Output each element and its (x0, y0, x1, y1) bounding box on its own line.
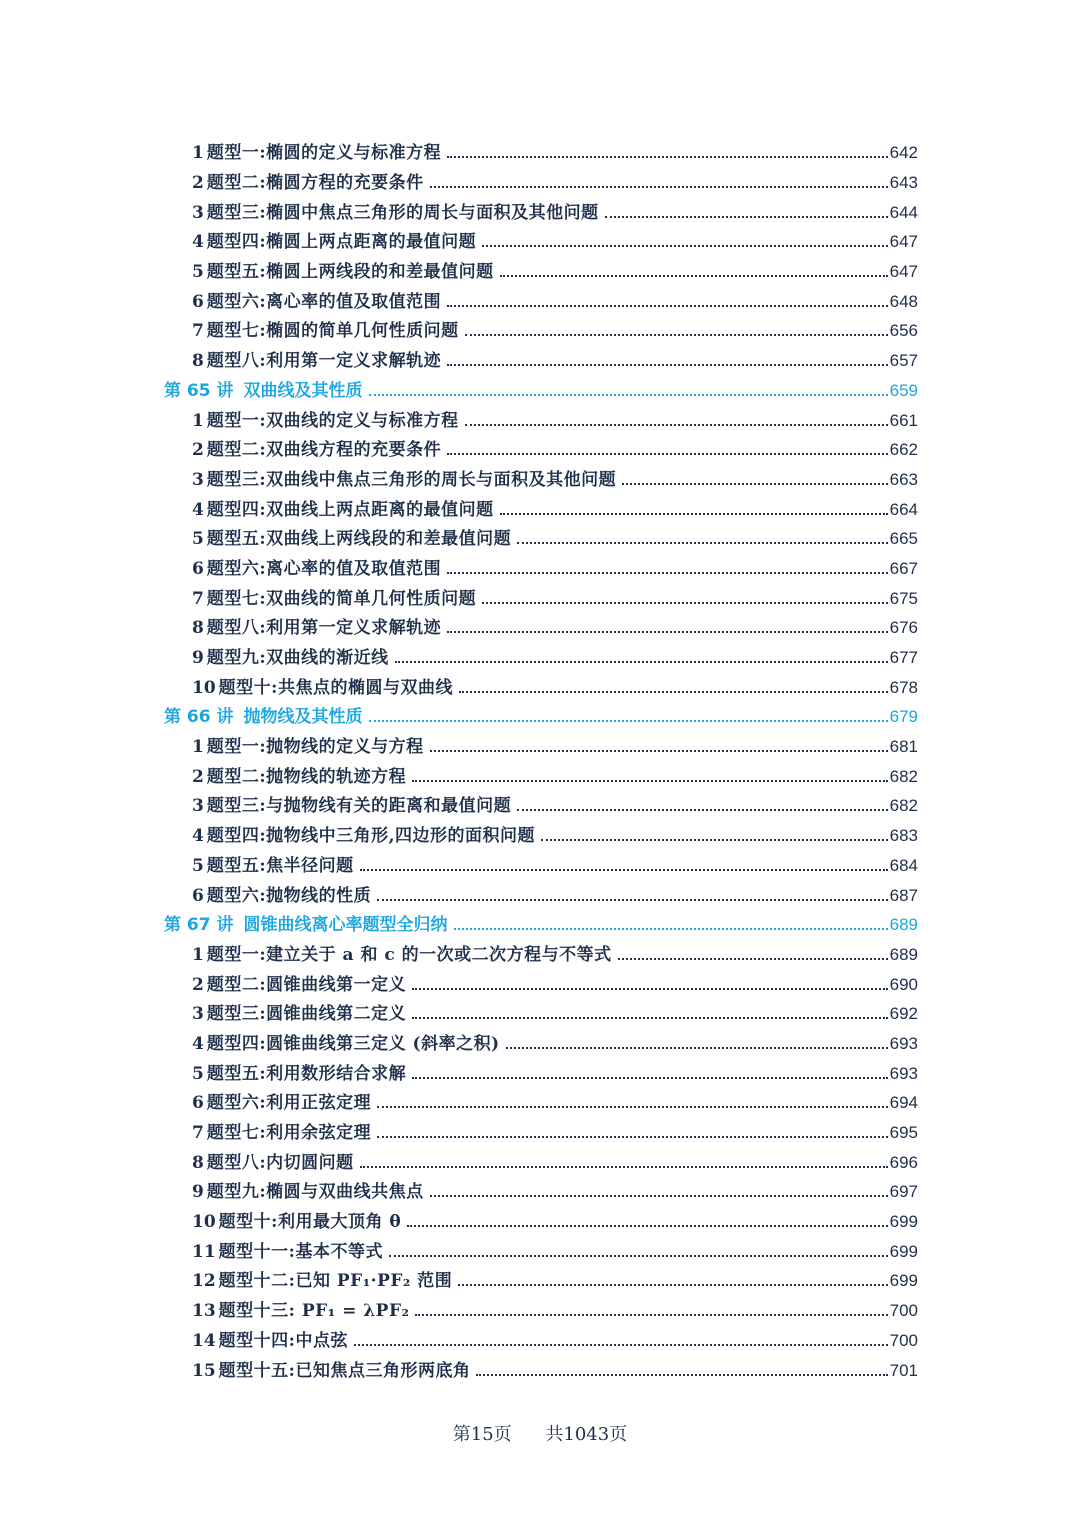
toc-entry (192, 881, 918, 906)
toc-entry-number: 7 (192, 588, 204, 609)
toc-entry (192, 1029, 918, 1054)
toc-entry-page-number: 683 (889, 826, 918, 846)
toc-entry (192, 1207, 918, 1232)
dot-leader (377, 899, 888, 901)
toc-entry (192, 1237, 918, 1262)
dot-leader (454, 928, 888, 930)
table-of-contents (0, 136, 1080, 1383)
toc-entry-title: 题型十四:中点弦 (218, 1330, 348, 1351)
dot-leader (618, 958, 888, 960)
toc-item-row[interactable] (0, 1264, 1080, 1294)
toc-item-row[interactable] (0, 1027, 1080, 1057)
dot-leader (369, 720, 888, 722)
toc-entry (192, 1266, 918, 1291)
toc-entry (164, 910, 918, 935)
toc-entry (192, 791, 918, 816)
dot-leader (500, 275, 888, 277)
total-pages-label: 共1043页 (545, 1424, 628, 1445)
dot-leader (517, 809, 888, 811)
toc-entry-page-number: 675 (889, 588, 918, 608)
toc-entry-page-number: 690 (889, 974, 918, 994)
toc-entry-title: 题型十五:已知焦点三角形两底角 (218, 1360, 471, 1381)
toc-entry (192, 643, 918, 668)
toc-entry-title: 题型三:双曲线中焦点三角形的周长与面积及其他问题 (206, 469, 617, 490)
dot-leader (430, 186, 888, 188)
dot-leader (500, 513, 888, 515)
dot-leader (465, 424, 888, 426)
toc-entry (192, 287, 918, 312)
toc-entry-page-number: 662 (889, 440, 918, 460)
toc-entry-page-number: 667 (889, 558, 918, 578)
toc-entry-title: 题型一:建立关于 a 和 c 的一次或二次方程与不等式 (206, 944, 612, 965)
toc-entry (192, 257, 918, 282)
dot-leader (447, 305, 888, 307)
toc-entry (192, 1177, 918, 1202)
toc-entry-page-number: 695 (889, 1123, 918, 1143)
toc-entry (192, 465, 918, 490)
toc-entry-number: 1 (192, 944, 204, 965)
toc-entry (192, 673, 918, 698)
toc-item-row[interactable] (0, 759, 1080, 789)
toc-entry-number: 1 (192, 737, 204, 758)
dot-leader (354, 1344, 888, 1346)
toc-entry-number: 5 (192, 855, 204, 876)
toc-item-row[interactable] (0, 1145, 1080, 1175)
toc-item-row[interactable] (0, 730, 1080, 760)
toc-entry (192, 851, 918, 876)
toc-entry-page-number: 664 (889, 499, 918, 519)
current-page-label: 第15页 (452, 1424, 512, 1445)
toc-entry-title: 题型三:椭圆中焦点三角形的周长与面积及其他问题 (206, 202, 599, 223)
toc-entry-page-number: 643 (889, 173, 918, 193)
toc-entry (192, 1326, 918, 1351)
toc-entry-number: 4 (192, 1033, 204, 1054)
toc-entry-page-number: 657 (889, 351, 918, 371)
toc-entry-page-number: 699 (889, 1212, 918, 1232)
toc-entry-number: 5 (192, 262, 204, 283)
toc-entry-page-number: 700 (889, 1330, 918, 1350)
toc-item-row[interactable] (0, 611, 1080, 641)
dot-leader (605, 216, 888, 218)
toc-entry-page-number: 647 (889, 232, 918, 252)
toc-entry (192, 1356, 918, 1381)
toc-entry-title: 题型三:圆锥曲线第二定义 (206, 1004, 407, 1025)
toc-item-row[interactable] (0, 1175, 1080, 1205)
toc-item-row[interactable] (0, 1086, 1080, 1116)
toc-entry-title: 题型一:双曲线的定义与标准方程 (206, 410, 459, 431)
toc-entry-title: 题型二:抛物线的轨迹方程 (206, 766, 407, 787)
toc-item-row[interactable] (0, 314, 1080, 344)
toc-entry-number: 9 (192, 648, 204, 669)
dot-leader (459, 691, 888, 693)
dot-leader (369, 394, 888, 396)
toc-entry (192, 1088, 918, 1113)
toc-item-row[interactable] (0, 255, 1080, 285)
toc-entry-page-number: 678 (889, 677, 918, 697)
toc-entry-title: 题型六:抛物线的性质 (206, 885, 372, 906)
dot-leader (447, 364, 888, 366)
toc-entry-page-number: 692 (889, 1004, 918, 1024)
toc-entry-number: 8 (192, 618, 204, 639)
toc-item-row[interactable] (0, 195, 1080, 225)
toc-item-row[interactable] (0, 522, 1080, 552)
toc-entry-title: 题型三:与抛物线有关的距离和最值问题 (206, 796, 512, 817)
toc-entry-number: 1 (192, 410, 204, 431)
toc-entry-title: 题型七:双曲线的简单几何性质问题 (206, 588, 477, 609)
toc-entry-page-number: 693 (889, 1033, 918, 1053)
dot-leader (395, 661, 888, 663)
dot-leader (517, 542, 888, 544)
dot-leader (360, 869, 888, 871)
dot-leader (389, 1255, 888, 1257)
toc-entry-number: 9 (192, 1182, 204, 1203)
toc-entry-title: 题型二:圆锥曲线第一定义 (206, 974, 407, 995)
toc-chapter-row[interactable] (0, 908, 1080, 938)
toc-entry-title: 题型一:抛物线的定义与方程 (206, 737, 424, 758)
toc-entry-title: 题型七:椭圆的简单几何性质问题 (206, 321, 459, 342)
toc-entry-page-number: 661 (889, 410, 918, 430)
toc-entry-title: 题型十三: PF₁ = λPF₂ (218, 1301, 410, 1322)
toc-entry-number: 6 (192, 885, 204, 906)
dot-leader (377, 1136, 888, 1138)
dot-leader (465, 334, 888, 336)
toc-entry (192, 138, 918, 163)
toc-entry-number: 11 (192, 1241, 216, 1262)
toc-item-row[interactable] (0, 789, 1080, 819)
toc-entry-title: 题型八:内切圆问题 (206, 1152, 354, 1173)
toc-entry (192, 406, 918, 431)
dot-leader (506, 1047, 888, 1049)
toc-entry-page-number: 701 (889, 1360, 918, 1380)
toc-item-row[interactable] (0, 225, 1080, 255)
dot-leader (458, 1284, 887, 1286)
toc-entry-page-number: 693 (889, 1063, 918, 1083)
toc-entry-page-number: 694 (889, 1093, 918, 1113)
toc-entry-title: 题型十:共焦点的椭圆与双曲线 (218, 677, 453, 698)
toc-entry-title: 圆锥曲线离心率题型全归纳 (243, 915, 448, 936)
toc-item-row[interactable] (0, 967, 1080, 997)
toc-entry-page-number: 687 (889, 885, 918, 905)
toc-entry (192, 1148, 918, 1173)
toc-item-row[interactable] (0, 1353, 1080, 1383)
toc-entry-page-number: 696 (889, 1152, 918, 1172)
toc-entry (192, 346, 918, 371)
toc-entry (192, 168, 918, 193)
page-footer (0, 1420, 1080, 1446)
toc-entry-number: 8 (192, 351, 204, 372)
dot-leader (482, 245, 888, 247)
toc-entry (192, 613, 918, 638)
toc-entry-page-number: 642 (889, 143, 918, 163)
toc-entry-number: 15 (192, 1360, 216, 1381)
toc-entry-title: 题型十二:已知 PF₁·PF₂ 范围 (218, 1271, 453, 1292)
toc-item-row[interactable] (0, 1294, 1080, 1324)
dot-leader (447, 572, 888, 574)
toc-entry-number: 8 (192, 1152, 204, 1173)
toc-entry (192, 970, 918, 995)
toc-entry (192, 732, 918, 757)
dot-leader (412, 1017, 888, 1019)
toc-item-row[interactable] (0, 641, 1080, 671)
toc-entry (192, 495, 918, 520)
dot-leader (447, 156, 888, 158)
toc-entry-page-number: 659 (889, 380, 918, 400)
toc-entry (192, 524, 918, 549)
toc-entry-number: 13 (192, 1301, 216, 1322)
toc-entry-number: 2 (192, 440, 204, 461)
dot-leader (360, 1166, 888, 1168)
toc-entry-number: 10 (192, 677, 216, 698)
toc-entry-title: 抛物线及其性质 (243, 707, 363, 728)
toc-item-row[interactable] (0, 1205, 1080, 1235)
toc-entry-title: 题型二:双曲线方程的充要条件 (206, 440, 442, 461)
toc-item-row[interactable] (0, 670, 1080, 700)
toc-entry-number: 14 (192, 1330, 216, 1351)
toc-item-row[interactable] (0, 552, 1080, 582)
toc-entry-page-number: 689 (889, 944, 918, 964)
toc-entry-title: 题型五:双曲线上两线段的和差最值问题 (206, 529, 512, 550)
toc-entry-page-number: 681 (889, 737, 918, 757)
toc-entry-title: 题型五:利用数形结合求解 (206, 1063, 407, 1084)
toc-entry-number: 7 (192, 1123, 204, 1144)
toc-entry-title: 题型一:椭圆的定义与标准方程 (206, 143, 442, 164)
dot-leader (412, 780, 888, 782)
toc-entry-page-number: 689 (889, 915, 918, 935)
toc-item-row[interactable] (0, 997, 1080, 1027)
toc-entry-title: 题型八:利用第一定义求解轨迹 (206, 618, 442, 639)
toc-entry-number: 6 (192, 1093, 204, 1114)
toc-entry-page-number: 679 (889, 707, 918, 727)
toc-entry-number: 第 67 讲 (164, 915, 234, 936)
toc-item-row[interactable] (0, 344, 1080, 374)
toc-entry-title: 题型六:离心率的值及取值范围 (206, 291, 442, 312)
toc-entry (192, 1118, 918, 1143)
toc-entry (192, 1059, 918, 1084)
dot-leader (430, 1195, 888, 1197)
toc-item-row[interactable] (0, 492, 1080, 522)
dot-leader (447, 453, 888, 455)
toc-entry-title: 题型七:利用余弦定理 (206, 1123, 372, 1144)
dot-leader (377, 1106, 888, 1108)
toc-entry (192, 227, 918, 252)
toc-item-row[interactable] (0, 849, 1080, 879)
toc-item-row[interactable] (0, 878, 1080, 908)
toc-entry-page-number: 699 (889, 1241, 918, 1261)
toc-chapter-row[interactable] (0, 374, 1080, 404)
toc-entry-number: 第 65 讲 (164, 380, 234, 401)
toc-item-row[interactable] (0, 1056, 1080, 1086)
toc-item-row[interactable] (0, 1116, 1080, 1146)
toc-entry-title: 题型四:椭圆上两点距离的最值问题 (206, 232, 477, 253)
toc-entry (192, 762, 918, 787)
toc-entry (164, 376, 918, 401)
toc-entry-page-number: 647 (889, 262, 918, 282)
dot-leader (482, 602, 888, 604)
toc-entry-page-number: 684 (889, 855, 918, 875)
toc-entry-number: 5 (192, 1063, 204, 1084)
dot-leader (407, 1225, 887, 1227)
toc-entry (192, 1296, 918, 1321)
toc-entry-title: 题型六:利用正弦定理 (206, 1093, 372, 1114)
toc-entry-number: 3 (192, 796, 204, 817)
toc-entry-page-number: 656 (889, 321, 918, 341)
toc-entry-number: 10 (192, 1212, 216, 1233)
toc-entry-number: 4 (192, 232, 204, 253)
toc-item-row[interactable] (0, 403, 1080, 433)
dot-leader (476, 1374, 887, 1376)
toc-entry-number: 3 (192, 469, 204, 490)
toc-item-row[interactable] (0, 581, 1080, 611)
toc-item-row[interactable] (0, 463, 1080, 493)
toc-entry-title: 题型九:椭圆与双曲线共焦点 (206, 1182, 424, 1203)
toc-entry-number: 6 (192, 291, 204, 312)
toc-entry-page-number: 700 (889, 1301, 918, 1321)
dot-leader (541, 839, 888, 841)
toc-entry (192, 999, 918, 1024)
toc-item-row[interactable] (0, 1324, 1080, 1354)
toc-entry-page-number: 644 (889, 202, 918, 222)
toc-entry-page-number: 648 (889, 291, 918, 311)
toc-entry-number: 4 (192, 826, 204, 847)
toc-entry-page-number: 682 (889, 796, 918, 816)
toc-entry-title: 题型九:双曲线的渐近线 (206, 648, 389, 669)
toc-item-row[interactable] (0, 938, 1080, 968)
toc-entry-page-number: 665 (889, 529, 918, 549)
toc-entry-number: 4 (192, 499, 204, 520)
toc-entry-number: 3 (192, 1004, 204, 1025)
dot-leader (430, 750, 888, 752)
toc-entry-title: 题型十一:基本不等式 (218, 1241, 383, 1262)
toc-entry-number: 2 (192, 766, 204, 787)
toc-entry-title: 题型二:椭圆方程的充要条件 (206, 173, 424, 194)
toc-entry-page-number: 699 (889, 1271, 918, 1291)
toc-entry-title: 题型十:利用最大顶角 θ (218, 1212, 402, 1233)
toc-entry-number: 7 (192, 321, 204, 342)
dot-leader (412, 1077, 888, 1079)
toc-entry (192, 198, 918, 223)
toc-entry (192, 435, 918, 460)
toc-item-row[interactable] (0, 136, 1080, 166)
toc-entry-title: 题型六:离心率的值及取值范围 (206, 558, 442, 579)
toc-entry-title: 题型五:焦半径问题 (206, 855, 354, 876)
dot-leader (622, 483, 888, 485)
toc-entry (192, 821, 918, 846)
toc-entry-title: 双曲线及其性质 (243, 380, 363, 401)
toc-item-row[interactable] (0, 166, 1080, 196)
toc-entry-title: 题型四:抛物线中三角形,四边形的面积问题 (206, 826, 536, 847)
toc-item-row[interactable] (0, 284, 1080, 314)
toc-entry-number: 12 (192, 1271, 216, 1292)
toc-entry-number: 2 (192, 974, 204, 995)
toc-entry (192, 584, 918, 609)
toc-item-row[interactable] (0, 433, 1080, 463)
toc-entry (192, 940, 918, 965)
toc-entry-page-number: 682 (889, 766, 918, 786)
toc-entry-page-number: 677 (889, 648, 918, 668)
toc-entry-title: 题型四:双曲线上两点距离的最值问题 (206, 499, 494, 520)
dot-leader (447, 631, 888, 633)
toc-entry-title: 题型五:椭圆上两线段的和差最值问题 (206, 262, 494, 283)
toc-entry-title: 题型四:圆锥曲线第三定义 (斜率之积) (206, 1033, 500, 1054)
toc-entry (192, 316, 918, 341)
dot-leader (412, 988, 888, 990)
toc-entry-title: 题型八:利用第一定义求解轨迹 (206, 351, 442, 372)
toc-item-row[interactable] (0, 1234, 1080, 1264)
toc-entry-number: 2 (192, 173, 204, 194)
toc-entry-number: 6 (192, 558, 204, 579)
toc-entry-number: 第 66 讲 (164, 707, 234, 728)
toc-entry-page-number: 663 (889, 469, 918, 489)
toc-entry-page-number: 676 (889, 618, 918, 638)
toc-entry-number: 3 (192, 202, 204, 223)
toc-entry (164, 702, 918, 727)
toc-item-row[interactable] (0, 819, 1080, 849)
toc-entry-number: 1 (192, 143, 204, 164)
toc-entry-number: 5 (192, 529, 204, 550)
dot-leader (415, 1314, 887, 1316)
toc-chapter-row[interactable] (0, 700, 1080, 730)
toc-entry (192, 554, 918, 579)
toc-entry-page-number: 697 (889, 1182, 918, 1202)
